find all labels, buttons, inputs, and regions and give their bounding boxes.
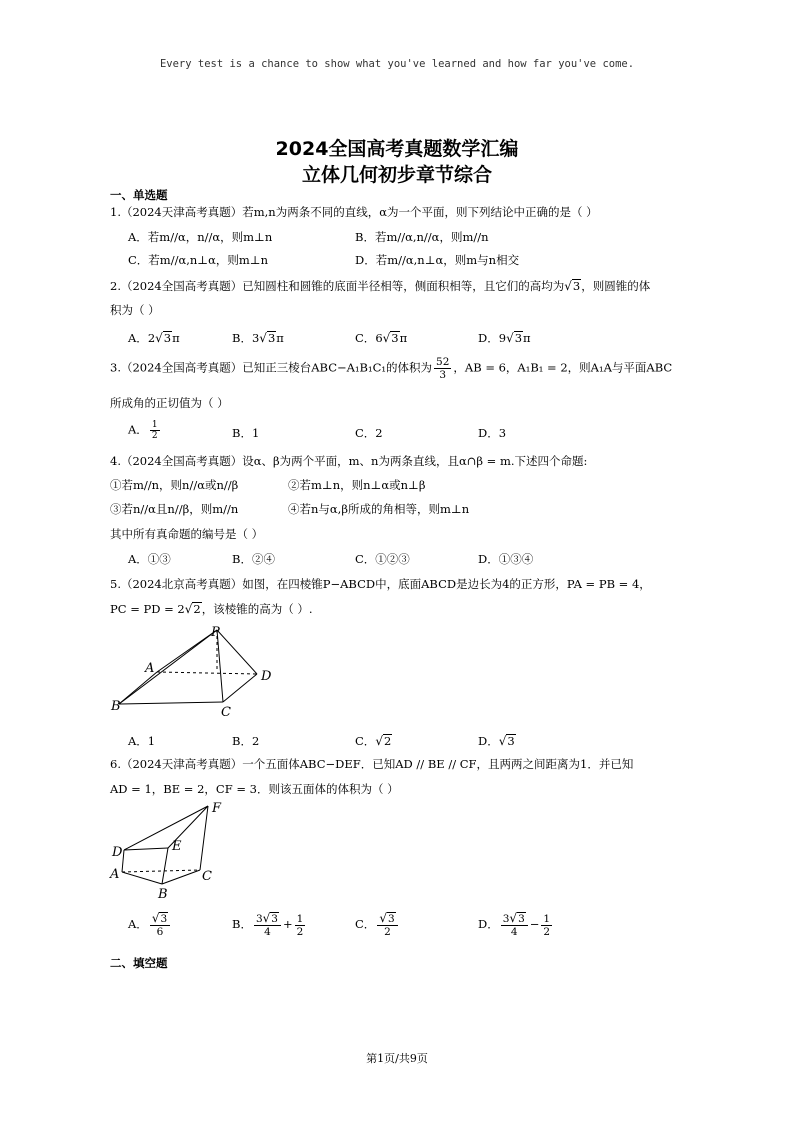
q3-option-c: C．2 (355, 426, 383, 440)
question-4-stem: 4.（2024全国高考真题）设α、β为两个平面，m、n为两条直线，且α∩β = m.下述四个命题: (110, 454, 588, 468)
section-heading-fill-in: 二、填空题 (110, 956, 168, 970)
q5-pyramid-figure (105, 620, 285, 720)
question-5-stem: 5.（2024北京高考真题）如图，在四棱锥P−ABCD中，底面ABCD是边长为4的正方形，PA = PB = 4， (110, 577, 651, 591)
q5-label-d: D (261, 669, 272, 684)
q1-option-a: A．若m//α，n//α，则m⊥n (128, 230, 273, 244)
question-3-stem: 3.（2024全国高考真题）已知正三棱台ABC−A₁B₁C₁的体积为 $\frac{52}{3}$ ，AB = 6，A₁B₁ = 2，则A₁A与平面ABC (110, 356, 673, 381)
q4-proposition-3: ③若n//α且n//β，则m//n (110, 502, 239, 516)
section-heading-single-choice: 一、单选题 (110, 188, 168, 202)
q2-option-d: D．9√3π (478, 331, 531, 345)
page-subtitle: 立体几何初步章节综合 (301, 164, 492, 186)
q6-label-b: B (158, 887, 168, 902)
question-6-stem-line2: AD = 1，BE = 2，CF = 3．则该五面体的体积为（ ） (110, 782, 399, 796)
q1-option-b: B．若m//α,n//α，则m//n (355, 230, 489, 244)
q3-option-b: B．1 (232, 426, 260, 440)
q4-proposition-1: ①若m//n，则n//α或n//β (110, 478, 239, 492)
q6-pentahedron-figure (108, 800, 228, 905)
q5-option-a: A．1 (128, 734, 156, 748)
q2-stem-text-b: ，则圆锥的体 (581, 279, 651, 293)
q4-option-c: C．①②③ (355, 552, 410, 566)
q4-option-a: A．①③ (128, 552, 171, 566)
q1-option-d: D．若m//α,n⊥α，则m与n相交 (355, 253, 520, 267)
q4-ask: 其中所有真命题的编号是（ ） (110, 527, 264, 541)
question-1-stem: 1.（2024天津高考真题）若m,n为两条不同的直线，α为一个平面，则下列结论中正确的是（ ） (110, 205, 598, 219)
q3-option-d: D．3 (478, 426, 507, 440)
page-title: 2024全国高考真题数学汇编 (275, 138, 519, 160)
q5-option-d: D．√3 (478, 734, 515, 748)
q3-volume-fraction: $\frac{52}{3}$ (436, 356, 450, 381)
q5-label-p: P (211, 625, 220, 640)
q6-label-e: E (172, 839, 182, 854)
q4-proposition-2: ②若m⊥n，则n⊥α或n⊥β (288, 478, 426, 492)
q2-stem-text-a: 2.（2024全国高考真题）已知圆柱和圆锥的底面半径相等，侧面积相等，且它们的高均为 (110, 279, 565, 293)
q6-option-b: B． $\frac{3√3}{4}$ + $\frac{1}{2}$ (232, 911, 304, 938)
question-2-stem: 2.（2024全国高考真题）已知圆柱和圆锥的底面半径相等，侧面积相等，且它们的高均为√3，则圆锥的体 (110, 279, 651, 293)
q4-option-b: B．②④ (232, 552, 275, 566)
q5-label-c: C (221, 705, 231, 720)
q2-option-a: A．2√3π (128, 331, 180, 345)
q6-label-c: C (202, 869, 212, 884)
q6-label-f: F (212, 801, 222, 816)
question-5-stem-line2: PC = PD = 2√2，该棱锥的高为（ ）. (110, 602, 313, 616)
q1-option-c: C．若m//α,n⊥α，则m⊥n (128, 253, 268, 267)
q6-option-a: A． $\frac{√3}{6}$ (128, 912, 172, 938)
q5-option-c: C．√2 (355, 734, 392, 748)
q4-option-d: D．①③④ (478, 552, 534, 566)
q6-option-d: D． $\frac{3√3}{4}$ − $\frac{1}{2}$ (478, 911, 551, 938)
q6-label-a: A (110, 867, 120, 882)
question-2-stem-line2: 积为（ ） (110, 303, 160, 317)
page-motto: Every test is a chance to show what you've learned and how far you've come. (159, 58, 635, 70)
q5-label-a: A (145, 661, 155, 676)
q2-option-c: C．6√3π (355, 331, 408, 345)
q6-option-c: C． $\frac{√3}{2}$ (355, 912, 400, 938)
q4-proposition-4: ④若n与α,β所成的角相等，则m⊥n (288, 502, 470, 516)
q3-option-a: A． $\frac{1}{2}$ (128, 420, 158, 441)
q5-option-b: B．2 (232, 734, 260, 748)
q6-label-d: D (112, 845, 123, 860)
question-3-stem-line2: 所成角的正切值为（ ） (110, 396, 229, 410)
q5-label-b: B (111, 699, 121, 714)
q2-stem-radicand: 3 (572, 279, 581, 293)
question-6-stem: 6.（2024天津高考真题）一个五面体ABC−DEF．已知AD // BE // CF，且两两之间距离为1．并已知 (110, 757, 634, 771)
q2-option-b: B．3√3π (232, 331, 284, 345)
page-footer: 第1页/共9页 (366, 1052, 428, 1065)
